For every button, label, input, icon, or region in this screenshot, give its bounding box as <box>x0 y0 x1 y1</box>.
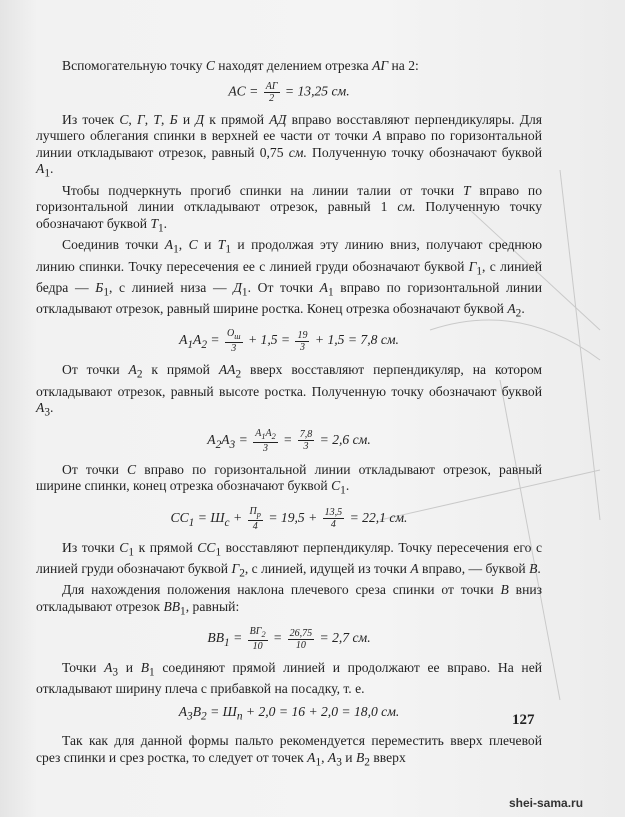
paragraph-3: Чтобы подчеркнуть прогиб спинки на линии талии от точки Т вправо по горизонтальной линии откладывают отрезок, равный 1 см. Полученную точку обозначают буквой $Т_1$. <box>36 182 543 235</box>
formula-a1a2: $А_1А_2$ = $О_ш$ 3 + 1,5 = $\frac{19}{3}$ + 1,5 = 7,8 см. <box>179 328 399 355</box>
paragraph-9: Точки $А_3$ и $В_1$ соединяют прямой линией и продолжают ее вправо. На ней откладывают ширину плеча с прибавкой на посадку, т. е. <box>36 660 542 697</box>
paragraph-6: От точки С вправо по горизонтальной линии откладывают отрезок, равный ширине спинки, конец отрезка обозначают буквой $С_1$. <box>36 461 542 497</box>
page-number: 127 <box>512 712 535 728</box>
page-text <box>36 58 542 771</box>
paragraph-1: Вспомогательную точку С находят делением отрезка АГ на 2: <box>62 58 419 73</box>
formula-a3b2: $А_3В_2 = Ш_п + 2,0 = 16 + 2,0 = 18,0$ см. <box>178 704 400 723</box>
paragraph-5: От точки $А_2$ к прямой $АА_2$ вверх восставляют перпендикуляр, на котором откладывают отрезок, равный высоте ростка. Полученную точку обозначают буквой $А_3$. <box>36 362 542 420</box>
paragraph-7: Из точки $С_1$ к прямой $СС_1$ восставляют перпендикуляр. Точку пересечения его с линией груди обозначают буквой $Г_2$, с линией, идущей из точки А вправо, — буквой В. <box>36 539 542 580</box>
formula-ac: AC = АГ 2 = 13,25 см. <box>228 80 350 104</box>
paragraph-8: Для нахождения положения наклона плечевого среза спинки от точки В вниз откладывают отрезок $ВВ_1$, равный: <box>36 582 542 618</box>
paragraph-10: Так как для данной формы пальто рекомендуется переместить вверх плечевой срез спинки и срез ростка, то следует от точек $А_1$, $А_3$ и $В_2$ вверх <box>36 733 542 769</box>
watermark: shei-sama.ru <box>509 796 584 810</box>
paragraph-4: Соединив точки $А_1$, С и $Т_1$ и продолжая эту линию вниз, получают среднюю линию спинки. Точку пересечения ее с линией груди обозначают буквой $Г_1$, с линией бедра — $Б_1$, с линией низа — $Д_1$. От точки $А_1$ вправо по горизонтальной линии откладывают отрезок, равный ширине ростка. Конец отрезка обозначают буквой $А_2$. <box>36 237 542 320</box>
formula-cc1: $СС_1 = Ш_с$ + $П_р$ 4 = 19,5 + $\frac{13,5}{4}$ = 22,1 см. <box>170 505 408 532</box>
formula-a2a3: $А_2А_3$ = $А_1А_2$ 3 = $\frac{7,8}{3}$ = 2,6 см. <box>207 427 371 454</box>
formula-bb1: $ВВ_1$ = $ВГ_2$ 10 = $\frac{26,75}{10}$ = 2,7 см. <box>207 626 371 653</box>
paragraph-2: Из точек С, Г, Т, Б и Д к прямой АД вправо восставляют перпендикуляры. Для лучшего облегания спинки в верхней ее части от точки А вправо по горизонтальной линии откладывают отрезок, равный 0,75 см. Полученную точку обозначают буквой $А_1$. <box>36 111 543 181</box>
